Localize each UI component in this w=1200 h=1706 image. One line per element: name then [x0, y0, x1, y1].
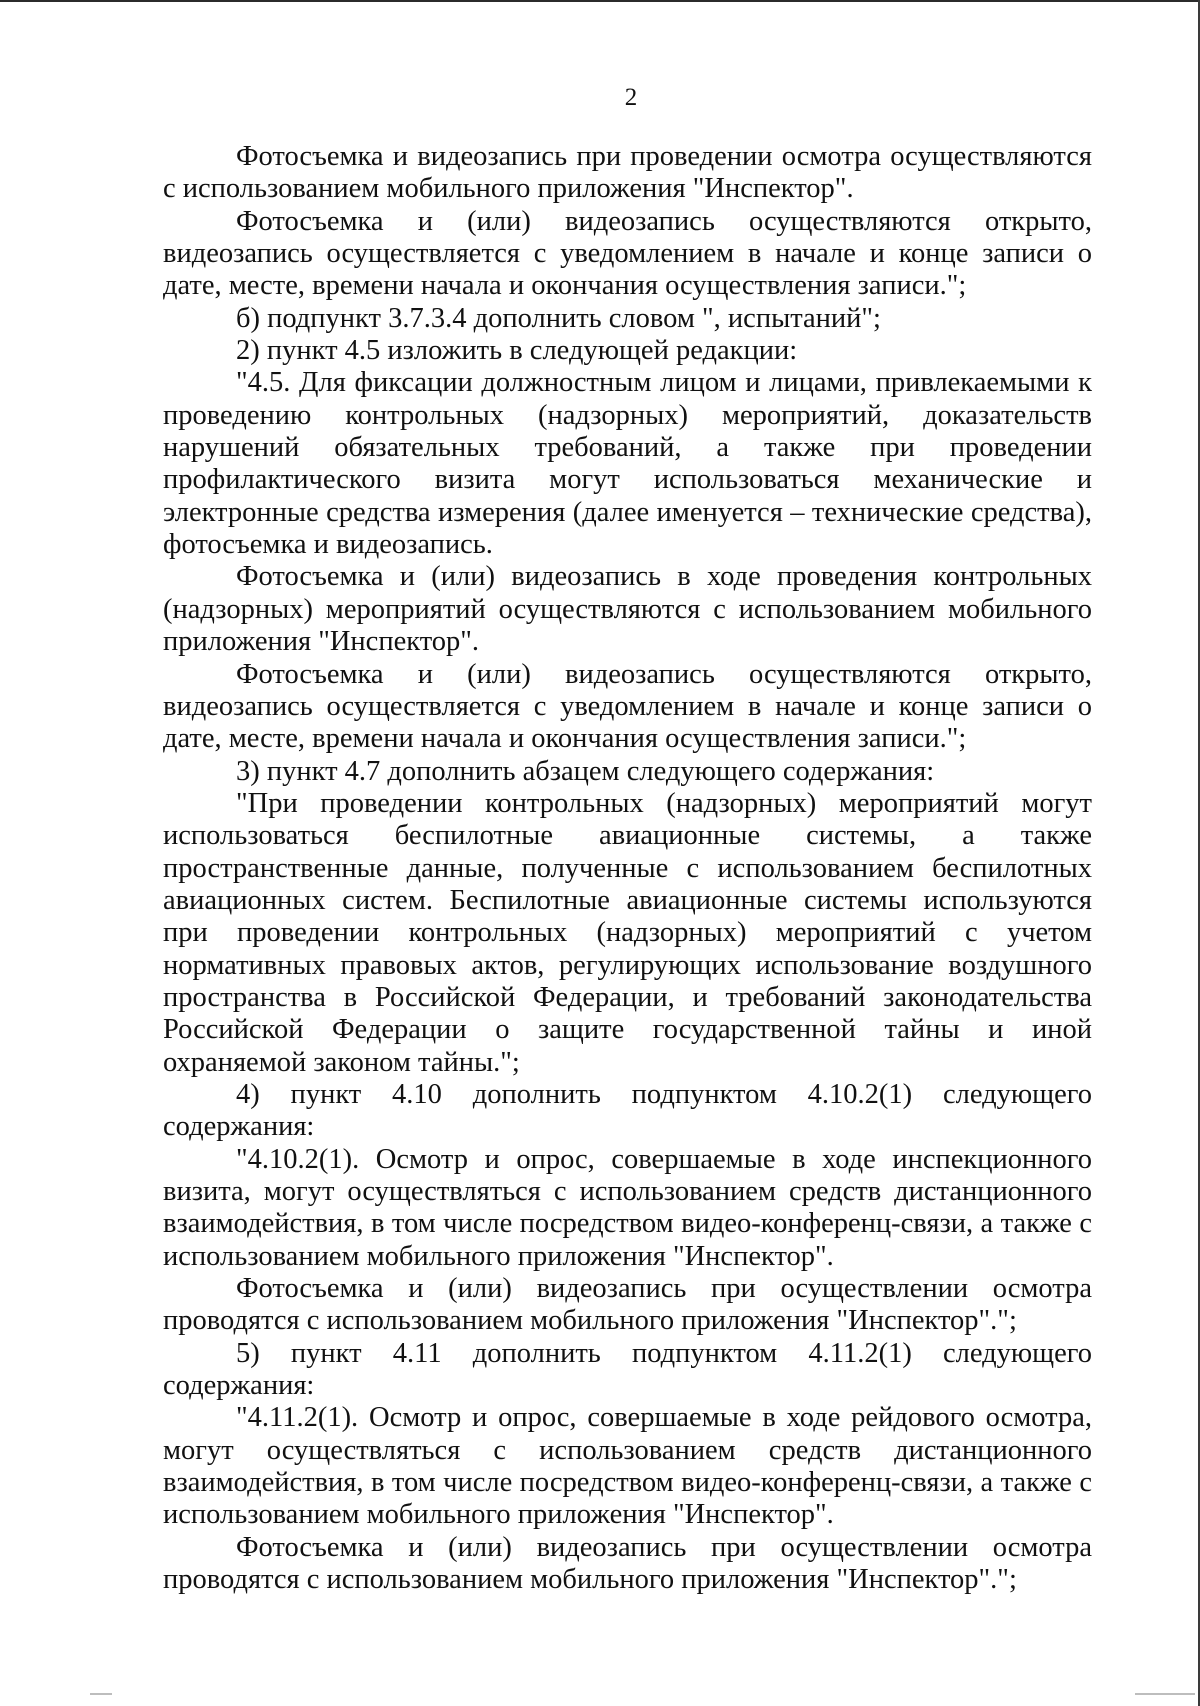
paragraph: "4.10.2(1). Осмотр и опрос, совершаемые в ходе инспекционного визита, могут осуществляться с использованием средств дистанционного взаимодействия, в том числе посредством видео-конференц-связи, а также с использованием мобильного приложения "Инспектор".	[163, 1143, 1092, 1272]
scan-top-edge	[0, 0, 1200, 2]
paragraph: 2) пункт 4.5 изложить в следующей редакции:	[236, 335, 798, 367]
paragraph: б) подпункт 3.7.3.4 дополнить словом ", испытаний";	[236, 302, 881, 334]
paragraph: 5) пункт 4.11 дополнить подпунктом 4.11.2(1) следующего содержания:	[163, 1337, 1092, 1402]
paragraph: Фотосъемка и (или) видеозапись в ходе проведения контрольных (надзорных) мероприятий осуществляются с использованием мобильного приложения "Инспектор".	[163, 561, 1092, 658]
document-body	[163, 141, 1092, 1596]
paragraph: Фотосъемка и (или) видеозапись при осуществлении осмотра проводятся с использованием мобильного приложения "Инспектор".";	[163, 1273, 1092, 1337]
paragraph: Фотосъемка и (или) видеозапись при осуществлении осмотра проводятся с использованием мобильного приложения "Инспектор".";	[163, 1531, 1092, 1596]
scan-artifact	[90, 1693, 112, 1695]
page-number: 2	[624, 84, 638, 111]
scan-artifact	[1135, 1693, 1195, 1695]
paragraph: "4.11.2(1). Осмотр и опрос, совершаемые в ходе рейдового осмотра, могут осуществляться с использованием средств дистанционного взаимодействия, в том числе посредством видео-конференц-связи, а также с использованием мобильного приложения "Инспектор".	[163, 1402, 1092, 1531]
paragraph: "При проведении контрольных (надзорных) мероприятий могут использоваться беспилотные авиационные системы, а также пространственные данные, полученные с использованием беспилотных авиационных систем. Беспилотные авиационные системы используются при проведении контрольных (надзорных) мероприятий с учетом нормативных правовых актов, регулирующих использование воздушного пространства в Российской Федерации, и требований законодательства Российской Федерации о защите государственной тайны и иной охраняемой законом тайны.";	[163, 787, 1092, 1078]
paragraph: Фотосъемка и (или) видеозапись осуществляются открыто, видеозапись осуществляется с уведомлением в начале и конце записи о дате, месте, времени начала и окончания осуществления записи.";	[163, 205, 1092, 302]
paragraph: "4.5. Для фиксации должностным лицом и лицами, привлекаемыми к проведению контрольных (надзорных) мероприятий, доказательств нарушений обязательных требований, а также при проведении профилактического визита могут использоваться механические и электронные средства измерения (далее именуется – технические средства), фотосъемка и видеозапись.	[163, 367, 1092, 561]
paragraph: Фотосъемка и видеозапись при проведении осмотра осуществляются с использованием мобильного приложения "Инспектор".	[163, 141, 1092, 205]
paragraph: 3) пункт 4.7 дополнить абзацем следующего содержания:	[236, 755, 935, 787]
paragraph: 4) пункт 4.10 дополнить подпунктом 4.10.2(1) следующего содержания:	[163, 1078, 1092, 1143]
paragraph: Фотосъемка и (или) видеозапись осуществляются открыто, видеозапись осуществляется с уведомлением в начале и конце записи о дате, месте, времени начала и окончания осуществления записи.";	[163, 658, 1092, 755]
